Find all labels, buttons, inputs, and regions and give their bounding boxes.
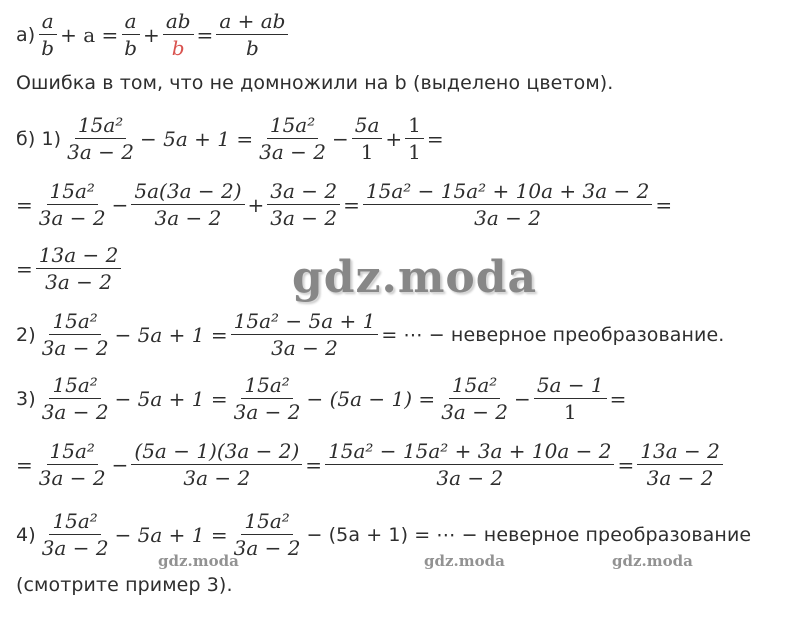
fraction: $\frac{13a - 2}{3a - 2}$ (637, 438, 723, 491)
label-a: а) (16, 23, 36, 46)
fraction: $\frac{\text{15a²}}{3a - 2}$ (233, 373, 301, 424)
fraction: $\frac{\text{15a² − 5a + 1}}{3a - 2}$ (231, 308, 379, 361)
fraction: $\frac{\text{15a²}}{3a - 2}$ (41, 309, 109, 360)
label-b4: 4) (16, 523, 36, 546)
fraction: $\frac{\text{15a²}}{3a - 2}$ (259, 113, 326, 164)
line-b1: б) 1) $\frac{\text{15a²}}{3a - 2}$ − 5a + 1 = $\frac{\text{15a²}}{3a - 2}$ − $\frac{5a}{1}$ + $\frac{1}{1}$ = (16, 113, 444, 164)
line-b3: 3) $\frac{\text{15a²}}{3a - 2}$ − 5a + 1 = $\frac{\text{15a²}}{3a - 2}$ − (5a − 1) = $\frac{\text{15a²}}{3a - 2}$ − $\frac{5a - 1}{1}$ = (16, 373, 627, 424)
fraction: $\frac{a}{b}$ (121, 8, 140, 61)
fraction: $\frac{5a - 1}{1}$ (534, 372, 607, 425)
label-b2: 2) (16, 323, 36, 346)
line-b4: 4) $\frac{\text{15a²}}{3a - 2}$ − 5a + 1 = $\frac{\text{15a²}}{3a - 2}$ − (5a + 1) = ⋯ − неверное преобразование (16, 509, 752, 560)
watermark-small: gdz.moda (158, 552, 239, 570)
fraction: $\frac{5a(3a - 2)}{3a - 2}$ (131, 178, 244, 231)
fraction: $\frac{\text{15a²}}{3a - 2}$ (41, 509, 109, 560)
watermark-large: gdz.moda (292, 252, 538, 303)
label-b3: 3) (16, 387, 36, 410)
note-b4: (смотрите пример 3). (16, 574, 233, 596)
fraction: $\frac{a + ab}{b}$ (216, 8, 288, 61)
fraction: $\frac{a}{b}$ (38, 8, 57, 61)
fraction: $\frac{13a - 2}{3a - 2}$ (36, 242, 122, 295)
fraction: $\frac{\text{15a² − 15a² + 10a + 3a − 2}}{3a - 2}$ (363, 178, 652, 231)
fraction-highlighted: $\frac{ab}{b}$ (163, 8, 194, 61)
line-b3-continued: = $\frac{\text{15a²}}{3a - 2}$ − $\frac{(5a - 1)(3a - 2)}{3a - 2}$ = $\frac{\text{15a² − 15a² + 3a + 10a − 2}}{3a - 2}$ = $\frac{13a - 2}{3a - 2}$ (16, 438, 726, 491)
line-b1-continued: = $\frac{\text{15a²}}{3a - 2}$ − $\frac{5a(3a - 2)}{3a - 2}$ + $\frac{3a - 2}{3a - 2}$ = $\frac{\text{15a² − 15a² + 10a + 3a − 2}}{3a - 2}$ = (16, 179, 673, 230)
watermark-small: gdz.moda (612, 552, 693, 570)
fraction: $\frac{\text{15a²}}{3a - 2}$ (67, 113, 135, 164)
note-a: Ошибка в том, что не домножили на b (выделено цветом). (16, 72, 614, 94)
fraction: $\frac{\text{15a²}}{3a - 2}$ (38, 179, 106, 230)
fraction: $\frac{\text{15a²}}{3a - 2}$ (38, 439, 106, 490)
highlighted-denominator: b (171, 36, 185, 60)
line-a: а) $\frac{a}{b}$ + a = $\frac{a}{b}$ + $\frac{ab}{b}$ = $\frac{a + ab}{b}$ (16, 8, 291, 61)
fraction: $\frac{5a}{1}$ (352, 112, 383, 165)
fraction: $\frac{(5a - 1)(3a - 2)}{3a - 2}$ (131, 438, 302, 491)
label-b1: б) 1) (16, 127, 62, 150)
fraction: $\frac{1}{1}$ (405, 112, 424, 165)
fraction: $\frac{\text{15a²}}{3a - 2}$ (441, 373, 509, 424)
line-b2: 2) $\frac{\text{15a²}}{3a - 2}$ − 5a + 1 = $\frac{\text{15a² − 5a + 1}}{3a - 2}$ = ⋯ − неверное преобразование. (16, 309, 725, 360)
watermark-small: gdz.moda (424, 552, 505, 570)
line-b1-result: = $\frac{13a - 2}{3a - 2}$ (16, 242, 124, 295)
fraction: $\frac{\text{15a² − 15a² + 3a + 10a − 2}}{3a - 2}$ (325, 438, 614, 491)
fraction: $\frac{3a - 2}{3a - 2}$ (267, 178, 340, 231)
fraction: $\frac{\text{15a²}}{3a - 2}$ (41, 373, 109, 424)
fraction: $\frac{\text{15a²}}{3a - 2}$ (233, 509, 301, 560)
